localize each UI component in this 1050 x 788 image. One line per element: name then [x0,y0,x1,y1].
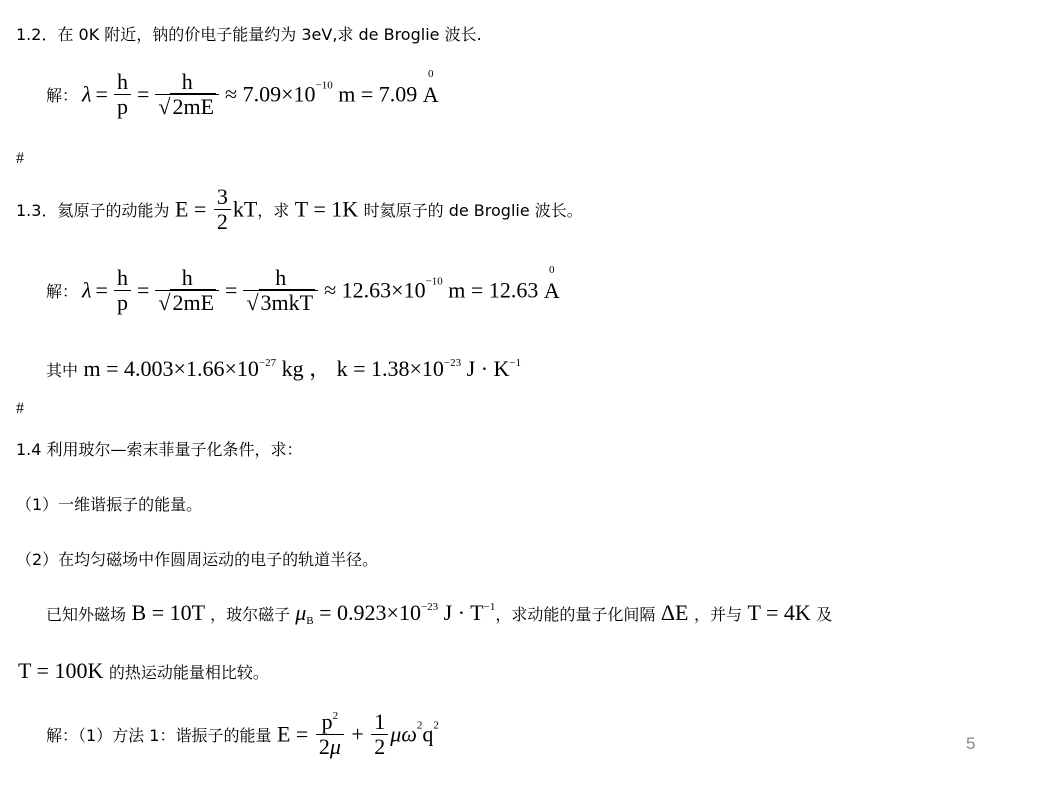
equals-sign: = [225,277,238,303]
exponent: 2 [416,719,423,732]
solution-label: 解： [46,86,79,106]
denominator [155,290,219,315]
numerator: h [275,265,287,290]
numerator: 1 [374,709,386,734]
fraction-h-over-sqrt-2mE [155,266,219,315]
problem-1-3-statement [16,185,583,234]
angstrom-letter: A [543,277,560,303]
problem-1-4-q1: （1）一维谐振子的能量。 [16,495,203,514]
compare-end-text: 的热运动能量相比较。 [108,663,269,682]
problem-1-4-given-cont [18,658,269,684]
fraction-h-over-p [114,266,131,315]
fraction-one-half [371,710,388,759]
sqrt-2mE [158,95,216,119]
and-text: 及 [816,605,833,624]
page-number: 5 [966,734,976,753]
exponent: −1 [483,601,496,613]
angstrom-letter: A [422,81,439,107]
problem-1-3-constants [46,352,521,383]
mu-value: = 0.923×10 [313,600,421,625]
JK-unit: J · K [461,356,510,381]
mass-value: m = 4.003×1.66×10 [78,356,259,381]
fraction-h-over-sqrt [155,70,219,119]
exponent: −10 [315,79,333,92]
angstrom-ring: 0 [549,263,555,276]
bohr-label: ，玻尔磁子 [210,605,296,624]
statement-suffix: 时氦原子的 de Broglie 波长。 [363,201,583,221]
B-value: B = 10T [126,600,211,625]
angstrom-unit [422,67,439,108]
denominator: 2 [214,209,231,234]
problem-1-3-solution [46,263,560,316]
fraction-h-over-sqrt-3mkT [243,266,318,315]
equals-sign: = [95,81,108,107]
fraction-h-over-p [114,70,131,119]
numerator: h [181,69,193,94]
separator-hash: # [16,150,24,167]
numerator: h [181,265,193,290]
radicand: 2mE [172,290,215,316]
denominator [316,734,344,759]
exponent: −10 [425,275,443,288]
problem-1-4-given [46,600,832,627]
radicand: 2mE [172,94,215,120]
lambda-symbol: λ [82,277,92,303]
exponent: 2 [433,719,439,732]
problem-1-4-q2: （2）在均匀磁场中作圆周运动的电子的轨道半径。 [16,550,379,569]
solution-label: 解： [46,282,79,302]
exponent: −23 [420,601,439,613]
JT-unit: J · T [438,600,484,625]
kg-unit: kg ， [276,356,332,381]
denominator: 2 [371,734,388,759]
T-4K: T = 4K [741,600,817,625]
problem-1-4-title: 1.4 利用玻尔—索末菲量子化条件，求： [16,440,303,459]
approx-value: ≈ 12.63×10 [324,277,426,303]
approx-value: ≈ 7.09×10 [225,81,316,107]
denominator [155,94,219,119]
angstrom-ring: 0 [427,67,434,80]
delta-E: ΔE [655,600,694,625]
T-equals-1K: T = 1K [289,196,364,222]
compare-text: ，并与 [693,605,742,624]
fraction-three-halves [214,185,231,234]
radical-sign: √ [158,290,171,316]
numerator: h [116,265,128,290]
T-100K: T = 100K [18,658,109,683]
equals-sign: = [136,277,150,303]
numerator [316,710,344,734]
exponent: 2 [332,710,339,722]
mu-subscript: B [306,615,314,627]
separator-hash: # [16,400,24,417]
mu-symbol: μ [295,600,307,625]
radicand: 3mkT [260,290,314,316]
equals-sign: = [95,277,108,303]
denominator: p [114,290,131,315]
equals-sign: = [136,81,150,107]
sqrt-3mkT [246,291,315,315]
problem-1-2-statement: 1.2．在 0K 附近，钠的价电子能量约为 3eV,求 de Broglie 波长. [16,25,482,44]
exponent: −1 [509,357,522,369]
E-equals: E = [169,196,212,222]
q-symbol: q [422,721,434,747]
kT: kT [232,196,258,222]
p-symbol: p [321,709,333,734]
numerator: h [116,69,128,94]
problem-1-2-solution [46,67,439,120]
exponent: −27 [258,357,277,369]
ask-text: ，求动能的量子化间隔 [495,605,656,624]
unit-and-value: m = 7.09 [332,81,423,107]
mu-symbol: μ [329,734,341,760]
unit-and-value: m = 12.63 [442,277,544,303]
two: 2 [318,734,330,760]
where-label: 其中 [46,361,79,380]
fraction-p2-over-2mu [316,710,344,759]
exponent: −23 [443,357,462,369]
radical-sign: √ [246,290,259,316]
denominator [243,290,318,315]
E-equals: E = [271,721,314,747]
statement-prefix: 1.3．氦原子的动能为 [16,201,170,221]
boltzmann-value: k = 1.38×10 [331,356,444,381]
solution-text: 解：（1）方法 1：谐振子的能量 [46,726,272,746]
statement-middle: ，求 [257,201,290,221]
lambda-symbol: λ [82,81,92,107]
known-label: 已知外磁场 [46,605,127,624]
numerator: 3 [216,184,228,209]
angstrom-unit [543,263,560,304]
mu-omega: μω [390,721,417,747]
plus-sign: + [345,721,370,747]
radical-sign: √ [158,94,171,120]
problem-1-4-solution [46,710,439,759]
sqrt-2mE [158,291,216,315]
denominator: p [114,94,131,119]
